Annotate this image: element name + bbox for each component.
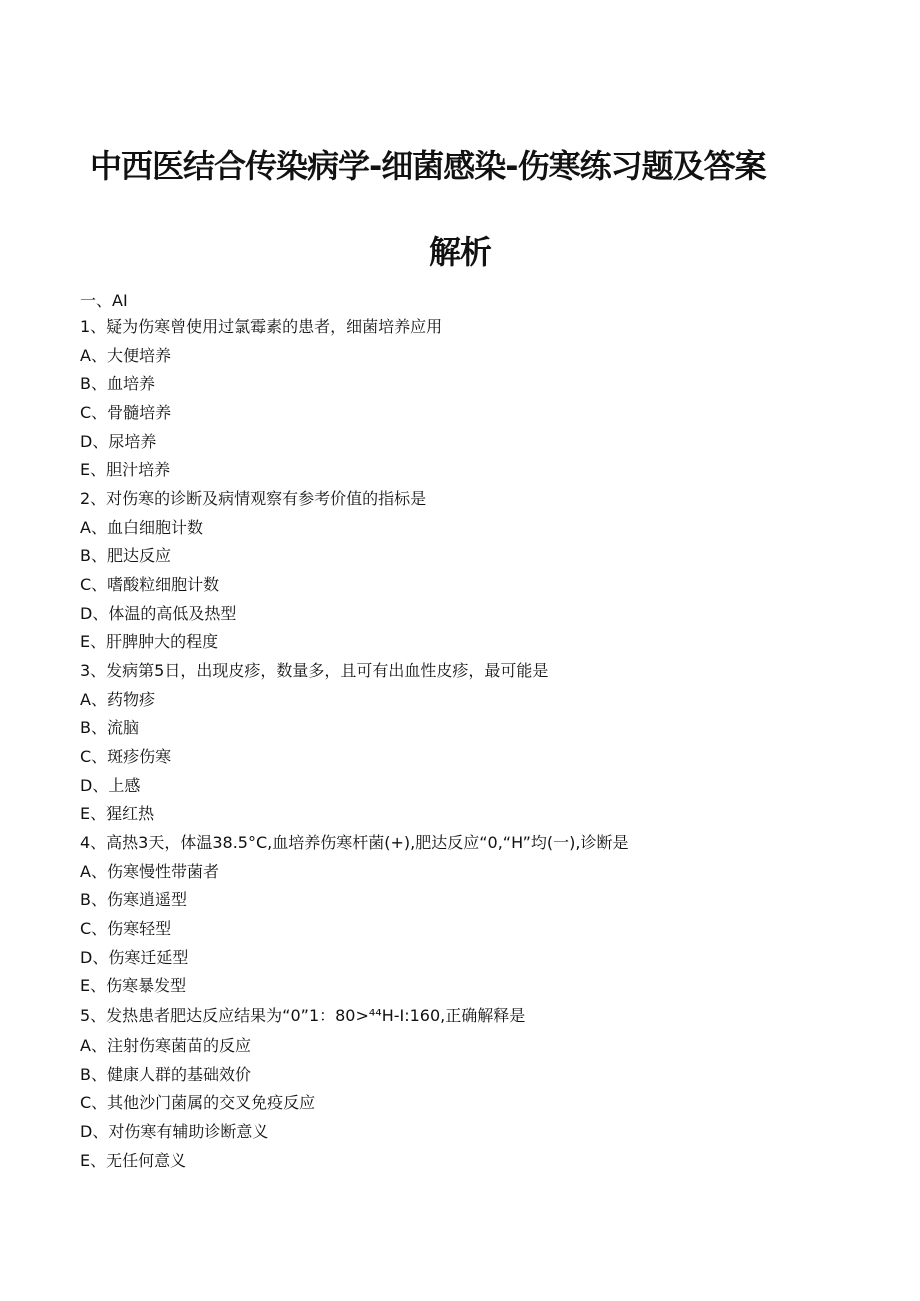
question-stem-4: 4、高热3天，体温38.5°C,血培养伤寒杆菌(+),肥达反应“0,“H”均(一),诊断是 — [80, 833, 629, 852]
question-5-option-b: B、健康人群的基础效价 — [80, 1065, 251, 1084]
question-3-option-c: C、斑疹伤寒 — [80, 747, 172, 766]
question-1-option-e: E、胆汁培养 — [80, 460, 171, 479]
question-4-option-c: C、伤寒轻型 — [80, 919, 172, 938]
question-2-option-e: E、肝脾肿大的程度 — [80, 632, 219, 651]
question-4-option-e: E、伤寒暴发型 — [80, 976, 187, 995]
question-5-option-c: C、其他沙门菌属的交叉免疫反应 — [80, 1093, 316, 1112]
question-5-option-e: E、无任何意义 — [80, 1151, 187, 1170]
question-stem-2: 2、对伤寒的诊断及病情观察有参考价值的指标是 — [80, 489, 427, 508]
question-1-option-c: C、骨髓培养 — [80, 403, 172, 422]
question-2-option-d: D、体温的高低及热型 — [80, 604, 237, 623]
question-3-option-a: A、药物疹 — [80, 690, 155, 709]
question-stem-5: 5、发热患者肥达反应结果为“0”1：80>⁴⁴H-I:160,正确解释是 — [80, 1006, 526, 1025]
page-title-line-1: 中西医结合传染病学-细菌感染-伤寒练习题及答案 — [90, 147, 766, 185]
question-2-option-b: B、肥达反应 — [80, 546, 171, 565]
question-3-option-e: E、猩红热 — [80, 804, 155, 823]
question-2-option-c: C、嗜酸粒细胞计数 — [80, 575, 220, 594]
page-title-line-2: 解析 — [428, 233, 491, 271]
question-stem-3: 3、发病第5日，出现皮疹，数量多，且可有出血性皮疹，最可能是 — [80, 661, 549, 680]
question-1-option-d: D、尿培养 — [80, 432, 157, 451]
question-3-option-d: D、上感 — [80, 776, 141, 795]
question-4-option-d: D、伤寒迁延型 — [80, 948, 189, 967]
section-heading: 一、AI — [80, 291, 128, 310]
question-4-option-b: B、伤寒逍遥型 — [80, 890, 187, 909]
question-1-option-b: B、血培养 — [80, 374, 155, 393]
question-5-option-a: A、注射伤寒菌苗的反应 — [80, 1036, 251, 1055]
question-2-option-a: A、血白细胞计数 — [80, 518, 203, 537]
question-stem-1: 1、疑为伤寒曾使用过氯霉素的患者，细菌培养应用 — [80, 317, 443, 336]
question-1-option-a: A、大便培养 — [80, 346, 171, 365]
question-3-option-b: B、流脑 — [80, 718, 139, 737]
question-4-option-a: A、伤寒慢性带菌者 — [80, 862, 219, 881]
question-5-option-d: D、对伤寒有辅助诊断意义 — [80, 1122, 269, 1141]
